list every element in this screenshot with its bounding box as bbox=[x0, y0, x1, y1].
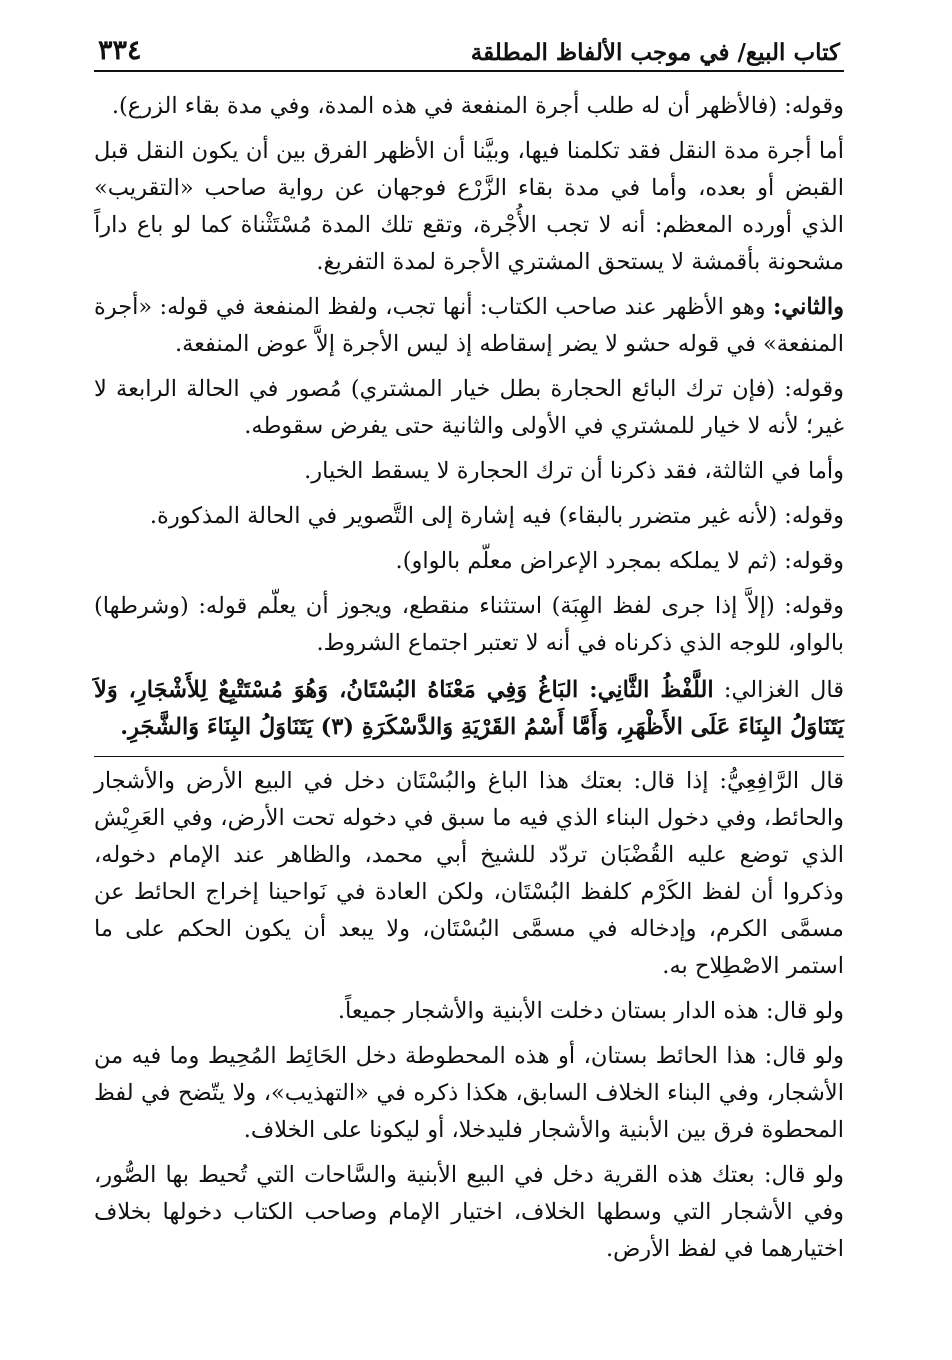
paragraph-text: وقوله: (ثم لا يملكه بمجرد الإعراض معلّم بالواو). bbox=[395, 548, 844, 574]
paragraph-text: وقوله: (إلاَّ إذا جرى لفظ الهِبَة) استثناء منقطع، ويجوز أن يعلّم قوله: (وشرطها) بالواو، للوجه الذي ذكرناه في أنه لا تعتبر اجتماع الشروط. bbox=[94, 593, 844, 656]
commentary-paragraph bbox=[94, 1038, 844, 1149]
paragraph-text: ولو قال: هذا الحائط بستان، أو هذه المحطوطة دخل الحَائِط المُحِيط وما فيه من الأشجار، وفي البناء الخلاف السابق، هكذا ذكره في «التهذيب»، ولا يتّضح في لفظ المحطوة فرق بين الأبنية والأشجار فليدخلا، أو ليكونا على الخلاف. bbox=[94, 1043, 844, 1143]
paragraph-text: وقوله: (لأنه غير متضرر بالبقاء) فيه إشارة إلى التَّصوير في الحالة المذكورة. bbox=[149, 503, 844, 529]
paragraph-text: ولو قال: بعتك هذه القرية دخل في البيع الأبنية والسَّاحات التي تُحيط بها الصُّور، وفي الأشجار التي وسطها الخلاف، اختيار الإمام وصاحب الكتاب دخولها بخلاف اختيارهما في لفظ الأرض. bbox=[94, 1162, 844, 1262]
paragraph-text: وقوله: (فالأظهر أن له طلب أجرة المنفعة في هذه المدة، وفي مدة بقاء الزرع). bbox=[111, 93, 844, 119]
paragraph bbox=[94, 588, 844, 662]
commentary-paragraph bbox=[94, 763, 844, 985]
ghazali-intro: قال الغزالي: bbox=[713, 677, 844, 703]
paragraph-text: وقوله: (فإن ترك البائع الحجارة بطل خيار المشتري) مُصور في الحالة الرابعة لا غير؛ لأنه لا خيار للمشتري في الأولى والثانية حتى يفرض سقوطه. bbox=[94, 376, 844, 439]
paragraph bbox=[94, 543, 844, 580]
ghazali-text: اللَّفْظُ الثَّانِي: البَاغُ وَفِي مَعْنَاهُ البُسْتَانُ، وَهُوَ مُسْتَتْبِعٌ لِلأَشْجَارِ، وَلاَ يَتَنَاوَلُ البِنَاءَ عَلَى الأَظْهَرِ، وَأَمَّا أَسْمُ القَرْيَةِ وَالدَّسْكَرَةِ (٣) يَتَنَاوَلُ البِنَاءَ وَالشَّجَرِ. bbox=[94, 677, 844, 740]
paragraph-text: وأما في الثالثة، فقد ذكرنا أن ترك الحجارة لا يسقط الخيار. bbox=[304, 458, 844, 484]
commentary-paragraph bbox=[94, 1157, 844, 1268]
paragraph-text: ولو قال: هذه الدار بستان دخلت الأبنية والأشجار جميعاً. bbox=[337, 998, 844, 1024]
page-body bbox=[94, 88, 844, 1268]
commentary-paragraph bbox=[94, 993, 844, 1030]
ghazali-quote bbox=[94, 672, 844, 757]
paragraph bbox=[94, 371, 844, 445]
running-header bbox=[94, 22, 844, 72]
paragraph bbox=[94, 453, 844, 490]
paragraph bbox=[94, 498, 844, 535]
running-title: كتاب البيع/ في موجب الألفاظ المطلقة bbox=[470, 39, 840, 66]
paragraph-text: أما أجرة مدة النقل فقد تكلمنا فيها، وبيَّنا أن الأظهر الفرق بين أن يكون النقل قبل القبض أو بعده، وأما في مدة بقاء الزَّرْع فوجهان عن رواية صاحب «التقريب» الذي أورده المعظم: أنه لا تجب الأُجْرة، وتقع تلك المدة مُسْتَثْناة كما لو باع داراً مشحونة بأقمشة لا يستحق المشتري الأجرة لمدة التفريغ. bbox=[94, 138, 844, 275]
paragraph bbox=[94, 133, 844, 281]
page-number: ٣٣٤ bbox=[98, 35, 142, 66]
paragraph bbox=[94, 289, 844, 363]
paragraph-text: قال الرَّافِعِيُّ: إذا قال: بعتك هذا الباغ والبُسْتَان دخل في البيع الأرض والأشجار والحائط، وفي دخول البناء الذي فيه ما سبق في دخوله تحت الأرض، وفي العَرِيْش الذي توضع عليه القُضْبَان تردّد للشيخ أبي محمد، والظاهر عند الإمام دخوله، وذكروا أن لفظ الكَرْم كلفظ البُسْتَان، ولكن العادة في نَواحينا إخراج الحائط عن مسمَّى الكرم، وإدخاله في مسمَّى البُسْتَان، ولا يبعد أن يكون الحكم على ما استمر الاصْطِلاح به. bbox=[94, 768, 844, 979]
paragraph-lead: والثاني: bbox=[773, 294, 844, 320]
paragraph-text: وهو الأظهر عند صاحب الكتاب: أنها تجب، ولفظ المنفعة في قوله: «أجرة المنفعة» في قوله حشو لا يضر إسقاطه إذ ليس الأجرة إلاَّ عوض المنفعة. bbox=[94, 294, 844, 357]
paragraph bbox=[94, 88, 844, 125]
